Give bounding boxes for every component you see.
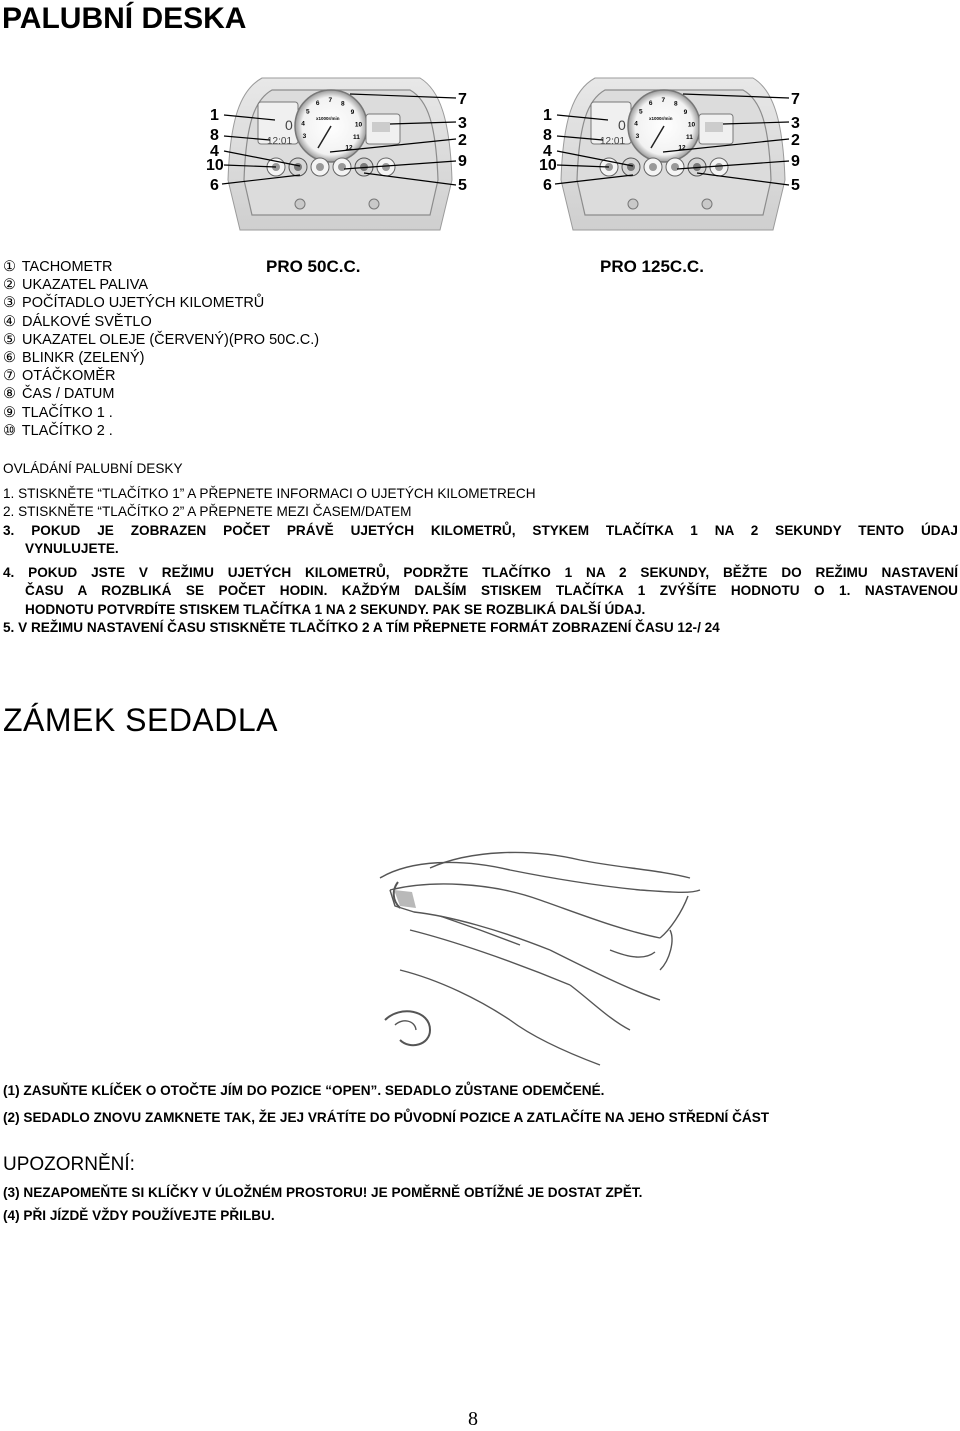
legend-item-text: UKAZATEL OLEJE (ČERVENÝ)(PRO 50C.C.) — [18, 331, 320, 348]
legend-item-number: ⑦ — [3, 368, 16, 385]
tacho-numeral: 11 — [353, 134, 360, 142]
legend-item-number: ② — [3, 277, 16, 294]
tacho-numeral: 5 — [306, 108, 310, 116]
legend-item-number: ⑨ — [3, 404, 16, 421]
legend-item — [3, 367, 319, 385]
legend-item-text: UKAZATEL PALIVA — [18, 277, 149, 294]
warning-note-4: (4) PŘI JÍZDĚ VŽDY POUŽÍVEJTE PŘILBU. — [3, 1208, 275, 1223]
tacho-numeral: 12 — [678, 144, 686, 152]
warning-title: UPOZORNĚNÍ: — [3, 1154, 135, 1175]
controls-item-4-line-2: ČASU A ROZBLIKÁ SE POČET HODIN. KAŽDÝM DALŠÍM STISKEM TLAČÍTKA 1 ZVÝŠÍTE HODNOTU O 1. NASTAVENOU — [25, 583, 958, 598]
seat-illustration — [370, 820, 710, 1090]
legend-item-number: ④ — [3, 313, 16, 330]
legend-item — [3, 385, 319, 403]
tacho-label: x1000r/min — [316, 116, 340, 121]
legend-item-text: OTÁČKOMĚR — [18, 368, 116, 385]
model-label-125: PRO 125C.C. — [600, 257, 704, 276]
callout-number: 6 — [543, 177, 552, 194]
controls-item-4-line-3: HODNOTU POTVRDÍTE STISKEM TLAČÍTKA 1 NA 2 SEKUNDY. PAK SE ROZBLIKÁ DALŠÍ ÚDAJ. — [25, 601, 646, 617]
tacho-numeral: 3 — [302, 133, 307, 141]
legend-item-text: DÁLKOVÉ SVĚTLO — [18, 313, 152, 330]
callout-number: 6 — [210, 177, 219, 194]
legend-item-text: ČAS / DATUM — [18, 386, 115, 403]
lcd-digit: 0 — [618, 117, 626, 133]
lcd-digit: 0 — [285, 117, 293, 133]
callout-number: 8 — [543, 127, 552, 144]
tacho-numeral: 7 — [328, 97, 333, 104]
tacho-numeral: 6 — [315, 99, 320, 107]
legend-item-text: POČÍTADLO UJETÝCH KILOMETRŮ — [18, 295, 265, 312]
tacho-numeral: 12 — [345, 144, 353, 152]
callout-number: 3 — [458, 115, 467, 132]
legend-item — [3, 404, 319, 422]
legend-item-number: ⑥ — [3, 350, 16, 367]
tacho-numeral: 3 — [635, 133, 640, 141]
tacho-numeral: 9 — [683, 109, 688, 117]
tacho-numeral: 6 — [648, 99, 653, 107]
legend-item-number: ⑤ — [3, 331, 16, 348]
seat-note-2: (2) SEDADLO ZNOVU ZAMKNETE TAK, ŽE JEJ VRÁTÍTE DO PŮVODNÍ POZICE A ZATLAČÍTE NA JEHO STŘEDNÍ ČÁST — [3, 1110, 770, 1125]
callout-number: 2 — [791, 132, 800, 149]
tacho-numeral: 5 — [639, 108, 643, 116]
callout-number: 2 — [458, 132, 467, 149]
legend-item — [3, 294, 319, 312]
legend-list — [3, 258, 319, 440]
seat-note-1: (1) ZASUŇTE KLÍČEK O OTOČTE JÍM DO POZICE “OPEN”. SEDADLO ZŮSTANE ODEMČENÉ. — [3, 1083, 605, 1098]
legend-item-text: BLINKR (ZELENÝ) — [18, 350, 145, 367]
dashboard-controls — [3, 460, 958, 638]
callout-number: 9 — [458, 153, 467, 170]
dashboard-figure-right — [539, 78, 800, 230]
controls-item-4-line-1: 4. POKUD JSTE V REŽIMU UJETÝCH KILOMETRŮ, PODRŽTE TLAČÍTKO 1 NA 2 SEKUNDY, BĚŽTE DO REŽIMU NASTAVENÍ — [3, 564, 958, 580]
legend-item — [3, 422, 319, 440]
controls-item-1: 1. STISKNĚTE “TLAČÍTKO 1” A PŘEPNETE INFORMACI O UJETÝCH KILOMETRECH — [3, 485, 536, 501]
controls-heading: OVLÁDÁNÍ PALUBNÍ DESKY — [3, 461, 183, 476]
legend-item — [3, 349, 319, 367]
tacho-numeral: 8 — [341, 100, 345, 108]
controls-item-3-line-2: VYNULUJETE. — [25, 541, 119, 556]
legend-item-number: ① — [3, 259, 16, 275]
legend-item-text: TLAČÍTKO 2 . — [18, 422, 113, 439]
callout-number: 1 — [543, 107, 552, 124]
controls-item-2: 2. STISKNĚTE “TLAČÍTKO 2” A PŘEPNETE MEZI ČASEM/DATEM — [3, 504, 412, 519]
warning-note-3: (3) NEZAPOMEŇTE SI KLÍČKY V ÚLOŽNÉM PROSTORU! JE POMĚRNĚ OBTÍŽNÉ JE DOSTAT ZPĚT. — [3, 1185, 643, 1200]
lcd-time: 12:01 — [267, 136, 293, 147]
callout-number: 7 — [458, 91, 467, 108]
callout-number: 4 — [210, 143, 219, 160]
callout-number: 3 — [791, 115, 800, 132]
tacho-numeral: 7 — [661, 97, 666, 104]
tacho-numeral: 4 — [301, 120, 305, 128]
controls-item-5: 5. V REŽIMU NASTAVENÍ ČASU STISKNĚTE TLAČÍTKO 2 A TÍM PŘEPNETE FORMÁT ZOBRAZENÍ ČASU 12-/ 24 — [3, 620, 720, 635]
callout-number: 5 — [791, 177, 800, 194]
legend-item — [3, 313, 319, 331]
legend-item-number: ⑧ — [3, 386, 16, 403]
callout-number: 7 — [791, 91, 800, 108]
legend-item — [3, 331, 319, 349]
legend-item-text: TLAČÍTKO 1 . — [18, 404, 113, 421]
callout-number: 8 — [210, 127, 219, 144]
legend-item — [3, 276, 319, 294]
tacho-numeral: 8 — [674, 100, 678, 108]
page-number: 8 — [468, 1408, 478, 1430]
tacho-numeral: 11 — [686, 134, 693, 142]
tacho-numeral: 9 — [350, 109, 355, 117]
callout-number: 4 — [543, 143, 552, 160]
callout-number: 5 — [458, 177, 467, 194]
callout-number: 9 — [791, 153, 800, 170]
controls-item-3-line-1: 3. POKUD JE ZOBRAZEN POČET PRÁVĚ UJETÝCH KILOMETRŮ, STYKEM TLAČÍTKA 1 NA 2 SEKUNDY TENTO ÚDAJ — [3, 522, 958, 538]
page-title: PALUBNÍ DESKA — [2, 2, 247, 35]
callout-number: 1 — [210, 107, 219, 124]
tacho-numeral: 4 — [634, 120, 638, 128]
legend-item-number: ③ — [3, 295, 16, 312]
callout-number: 10 — [539, 157, 557, 174]
lcd-time: 12:01 — [600, 136, 626, 147]
callout-number: 10 — [206, 157, 224, 174]
legend-item-text: TACHOMETR — [18, 259, 113, 275]
seat-lock-title: ZÁMEK SEDADLA — [3, 702, 279, 738]
legend-item-number: ⑩ — [3, 422, 16, 439]
dashboard-figures — [0, 60, 960, 240]
tacho-label: x1000r/min — [649, 116, 673, 121]
dashboard-figure-left — [206, 78, 467, 230]
model-label-50: PRO 50C.C. — [266, 257, 361, 276]
tacho-numeral: 10 — [687, 121, 696, 129]
tacho-numeral: 10 — [354, 121, 363, 129]
